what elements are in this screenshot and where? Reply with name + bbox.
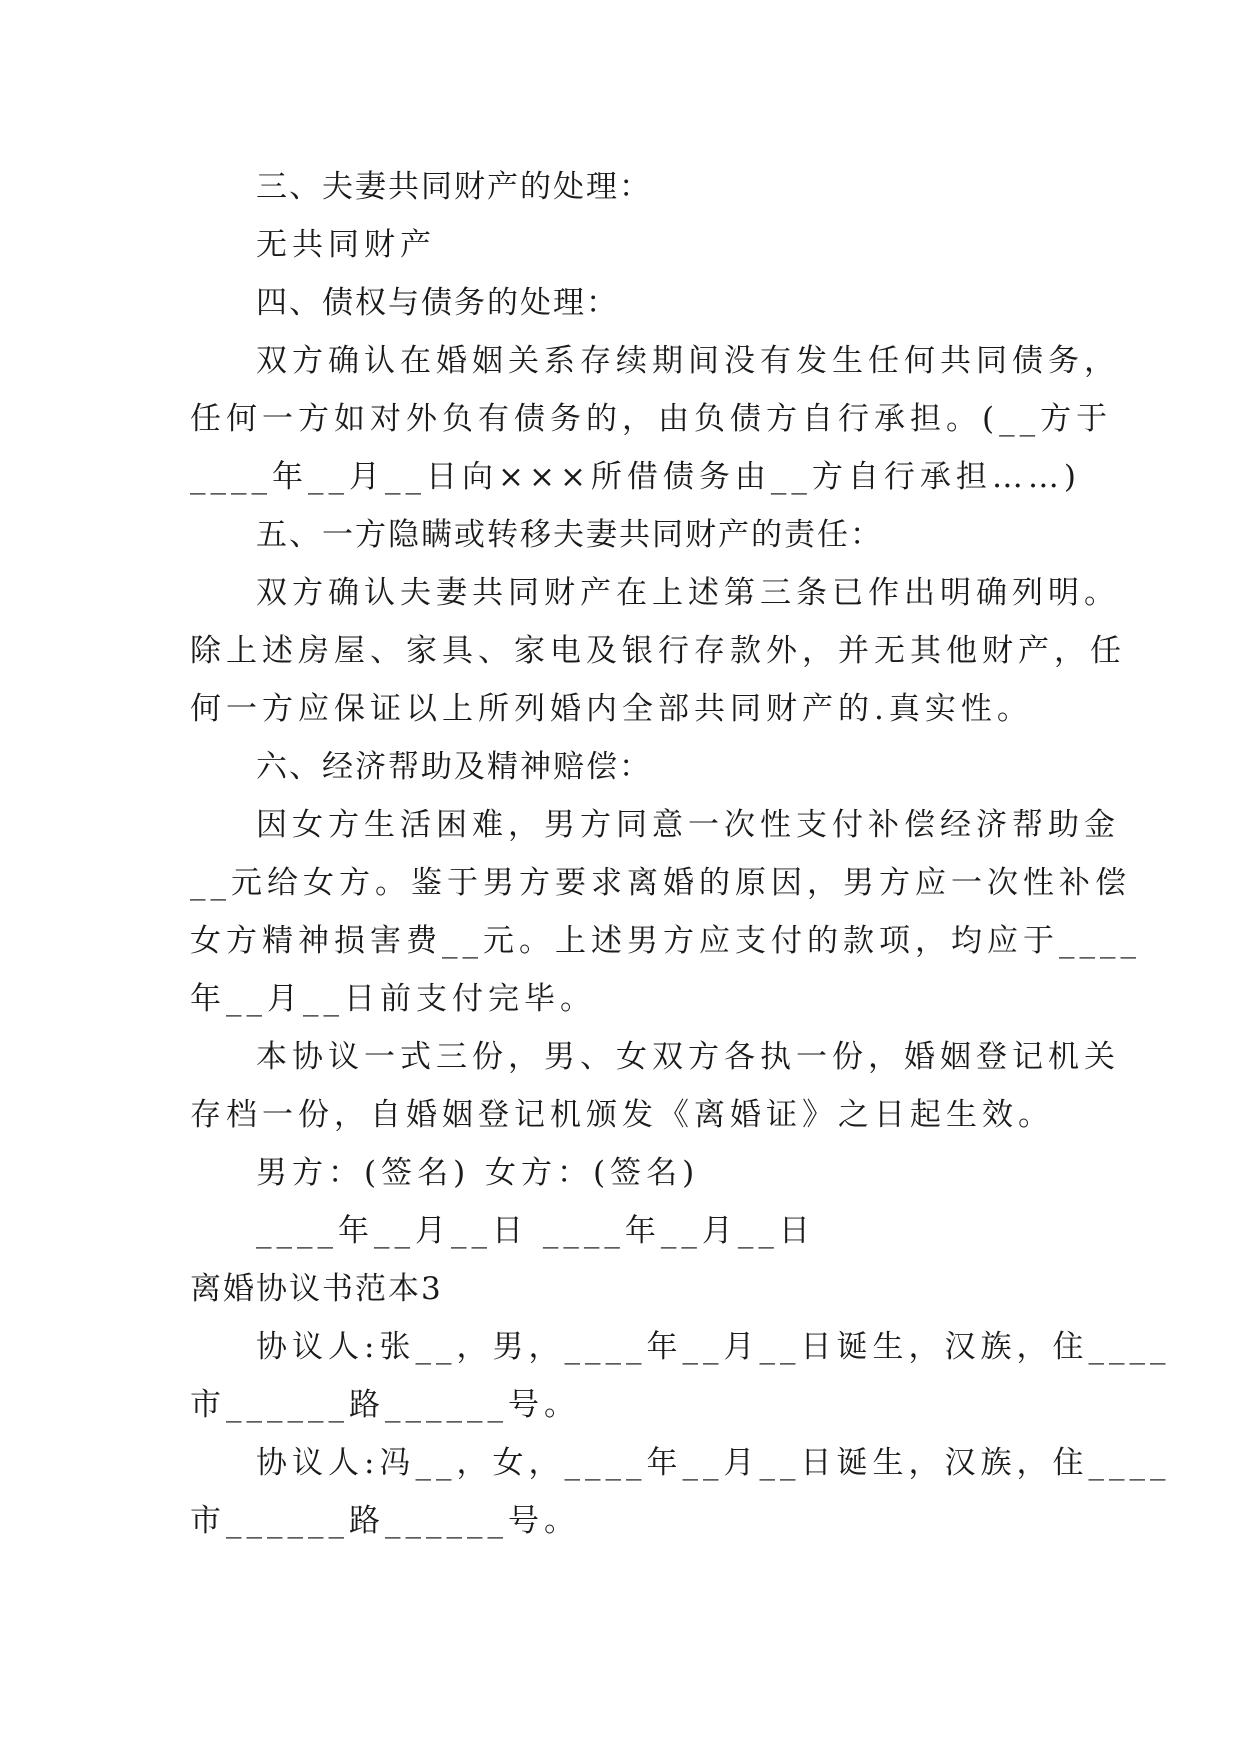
section-4-body-line-2: 任何一方如对外负有债务的，由负债方自行承担。(__方于	[190, 401, 1113, 437]
date-line: ____年__月__日 ____年__月__日	[256, 1213, 815, 1249]
section-5-title: 五、一方隐瞒或转移夫妻共同财产的责任：	[256, 517, 883, 553]
section-3-title: 三、夫妻共同财产的处理：	[256, 169, 652, 205]
sample-3-title: 离婚协议书范本3	[190, 1271, 443, 1307]
section-6-body-line-2: __元给女方。鉴于男方要求离婚的原因，男方应一次性补偿	[190, 865, 1131, 901]
party-2-line-1: 协议人:冯__，女，____年__月__日诞生，汉族，住____	[256, 1445, 1171, 1481]
section-6-body-line-4: 年__月__日前支付完毕。	[190, 981, 596, 1017]
copies-clause-line-1: 本协议一式三份，男、女双方各执一份，婚姻登记机关	[256, 1039, 1120, 1075]
section-6-title: 六、经济帮助及精神赔偿：	[256, 749, 652, 785]
section-4-body-line-1: 双方确认在婚姻关系存续期间没有发生任何共同债务，	[256, 343, 1120, 379]
section-3-body: 无共同财产	[256, 227, 436, 263]
section-5-body-line-1: 双方确认夫妻共同财产在上述第三条已作出明确列明。	[256, 575, 1120, 611]
section-4-title: 四、债权与债务的处理：	[256, 285, 619, 321]
section-5-body-line-3: 何一方应保证以上所列婚内全部共同财产的.真实性。	[190, 691, 1033, 727]
section-6-body-line-1: 因女方生活困难，男方同意一次性支付补偿经济帮助金	[256, 807, 1120, 843]
party-2-line-2: 市______路______号。	[190, 1503, 580, 1539]
section-6-body-line-3: 女方精神损害费__元。上述男方应支付的款项，均应于____	[190, 923, 1141, 959]
document-body	[190, 158, 1171, 1550]
signature-line: 男方：(签名) 女方：(签名)	[256, 1155, 700, 1191]
section-4-body-line-3: ____年__月__日向×××所借债务由__方自行承担……)	[190, 459, 1082, 495]
party-1-line-2: 市______路______号。	[190, 1387, 580, 1423]
copies-clause-line-2: 存档一份，自婚姻登记机颁发《离婚证》之日起生效。	[190, 1097, 1054, 1133]
section-5-body-line-2: 除上述房屋、家具、家电及银行存款外，并无其他财产，任	[190, 633, 1126, 669]
party-1-line-1: 协议人:张__，男，____年__月__日诞生，汉族，住____	[256, 1329, 1171, 1365]
